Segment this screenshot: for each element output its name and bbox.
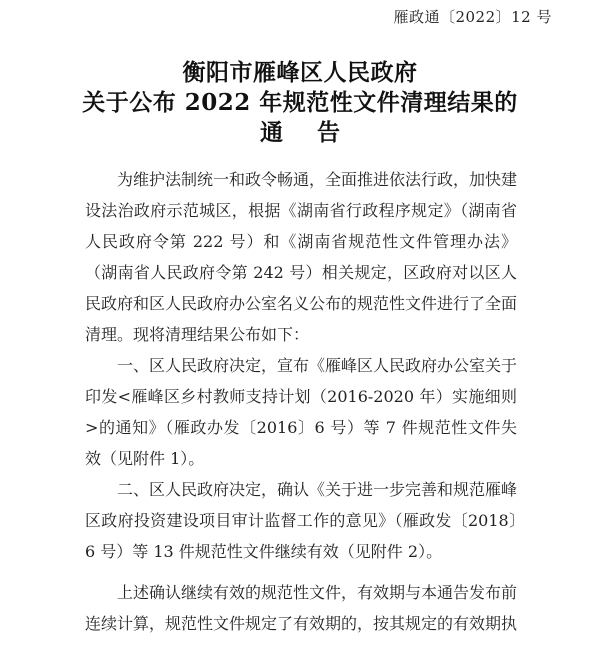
paragraph-item-2: 二、区人民政府决定，确认《关于进一步完善和规范雁峰区政府投资建设项目审计监督工作的意见》（雁政发〔2018〕6 号）等 13 件规范性文件继续有效（见附件 2）。 xyxy=(85,480,518,561)
title-line-notice: 通告 xyxy=(260,119,374,146)
title-line-issuer: 衡阳市雁峰区人民政府 xyxy=(182,59,418,86)
paragraph-validity: 上述确认继续有效的规范性文件，有效期与本通告发布前连续计算，规范性文件规定了有效期的，按其规定的有效期执 xyxy=(85,583,518,633)
document-body xyxy=(85,164,517,639)
paragraph-item-1: 一、区人民政府决定，宣布《雁峰区人民政府办公室关于印发<雁峰区乡村教师支持计划（2016-2020 年）实施细则>的通知》（雁政办发〔2016〕6 号）等 7 件规范性文件失效（见附件 1）。 xyxy=(85,356,518,468)
paragraph-intro: 为维护法制统一和政令畅通，全面推进依法行政，加快建设法治政府示范城区，根据《湖南省行政程序规定》（湖南省人民政府令第 222 号）和《湖南省规范性文件管理办法》（湖南省人民政府令第 242 号）相关规定，区政府对以区人民政府和区人民政府办公室名义公布的规范性文件进行了全面清理。现将清理结果公布如下： xyxy=(85,170,518,344)
document-number: 雁政通〔2022〕12 号 xyxy=(393,8,552,26)
title-line-subject: 关于公布 2022 年规范性文件清理结果的 xyxy=(82,89,518,116)
document-title xyxy=(0,58,600,148)
